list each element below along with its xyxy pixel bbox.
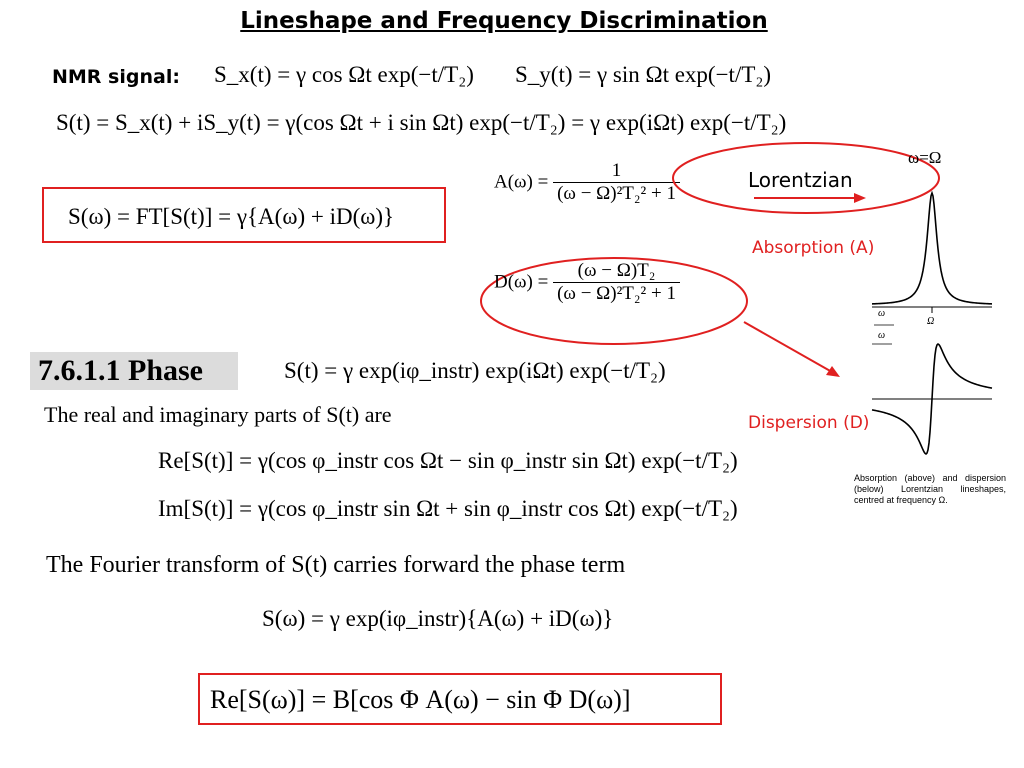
absorption-numerator: 1	[611, 160, 622, 181]
equation-sx: S_x(t) = γ cos Ωt exp(−t/T₂)	[214, 62, 474, 87]
section-heading: 7.6.1.1 Phase	[30, 352, 238, 390]
dispersion-denominator: (ω − Ω)²T₂² + 1	[553, 282, 680, 305]
dispersion-label: Dispersion (D)	[748, 413, 870, 433]
absorption-denominator: (ω − Ω)²T₂² + 1	[553, 182, 680, 205]
dispersion-lhs: D(ω) =	[494, 271, 549, 293]
dispersion-plot	[868, 336, 996, 466]
dispersion-axis-omega: ω	[878, 330, 886, 341]
equation-final-box	[198, 673, 722, 725]
figure-caption: Absorption (above) and dispersion (below) Lorentzian lineshapes, centred at frequency Ω.	[854, 473, 1006, 505]
text-real-imag: The real and imaginary parts of S(t) are	[44, 402, 392, 427]
absorption-label: Absorption (A)	[752, 238, 875, 258]
equation-fourier-phase: S(ω) = γ exp(iφ_instr){A(ω) + iD(ω)}	[262, 606, 614, 631]
dispersion-numerator: (ω − Ω)T₂	[577, 260, 656, 281]
equation-fourier: S(ω) = FT[S(t)] = γ{A(ω) + iD(ω)}	[68, 204, 395, 229]
equation-absorption	[494, 160, 680, 205]
dispersion-arrow	[740, 318, 850, 383]
absorption-axis-Omega: Ω	[927, 316, 935, 327]
equation-fourier-box	[42, 187, 446, 243]
page-title: Lineshape and Frequency Discrimination	[240, 8, 768, 34]
equation-sy: S_y(t) = γ sin Ωt exp(−t/T₂)	[515, 62, 772, 87]
omega-equals-label: ω=Ω	[908, 148, 942, 167]
equation-real-part: Re[S(t)] = γ(cos φ_instr cos Ωt − sin φ_instr sin Ωt) exp(−t/T₂)	[158, 448, 738, 473]
dispersion-fraction	[553, 260, 680, 305]
absorption-axis-omega: ω	[878, 308, 886, 319]
equation-phase: S(t) = γ exp(iφ_instr) exp(iΩt) exp(−t/T₂)	[284, 358, 666, 383]
lorentzian-label: Lorentzian	[748, 168, 853, 192]
equation-imag-part: Im[S(t)] = γ(cos φ_instr sin Ωt + sin φ_instr cos Ωt) exp(−t/T₂)	[158, 496, 738, 521]
absorption-fraction	[553, 160, 680, 205]
nmr-signal-label: NMR signal:	[52, 66, 180, 88]
equation-dispersion	[494, 260, 680, 305]
equation-st-combined: S(t) = S_x(t) + iS_y(t) = γ(cos Ωt + i sin Ωt) exp(−t/T₂) = γ exp(iΩt) exp(−t/T₂)	[56, 110, 787, 135]
text-fourier: The Fourier transform of S(t) carries forward the phase term	[46, 552, 626, 578]
equation-final: Re[S(ω)] = B[cos Φ A(ω) − sin Φ D(ω)]	[210, 685, 631, 714]
absorption-lhs: A(ω) =	[494, 171, 549, 193]
absorption-curve	[872, 193, 992, 304]
absorption-plot	[868, 180, 996, 330]
